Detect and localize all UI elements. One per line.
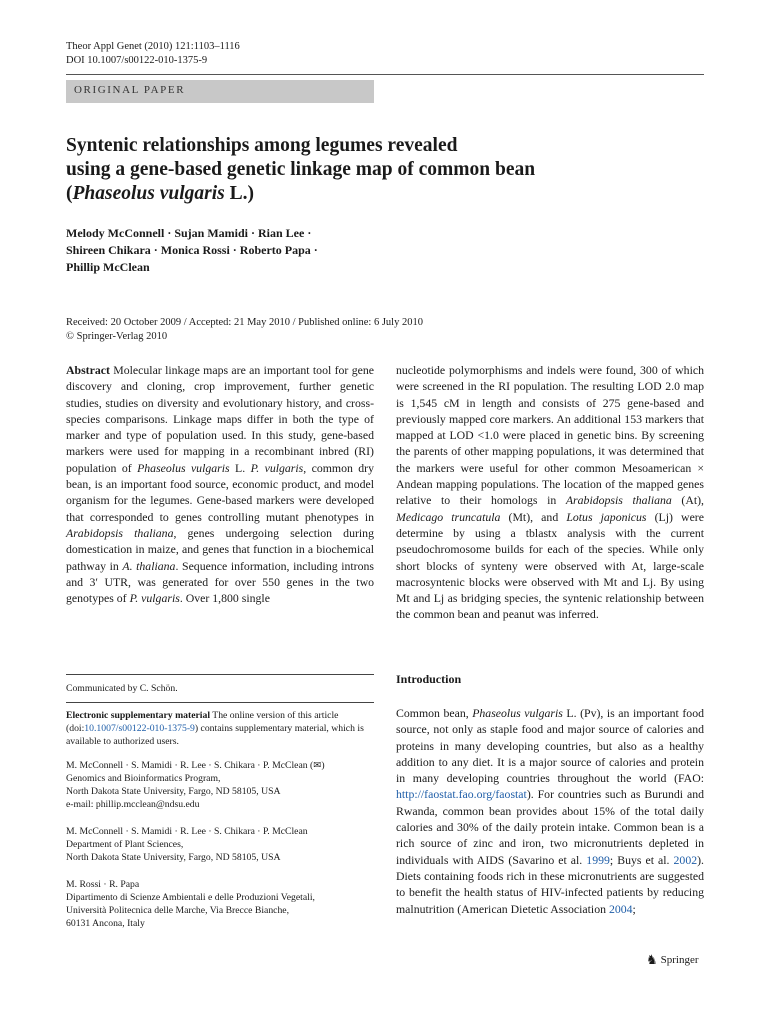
title-line-1: Syntenic relationships among legumes revealed [66, 135, 458, 156]
publisher-name: Springer [660, 954, 699, 966]
contact-email[interactable]: e-mail: phillip.mcclean@ndsu.edu [66, 799, 200, 810]
footnote-rule [66, 674, 374, 675]
received-dates: Received: 20 October 2009 / Accepted: 21 May 2010 / Published online: 6 July 2010 [66, 317, 423, 328]
publisher-logo [646, 952, 699, 968]
title-line-2: using a gene-based genetic linkage map of common bean [66, 159, 536, 180]
citation-link-ada[interactable]: 2004 [608, 901, 633, 916]
authors-line-3: Phillip McClean [66, 260, 150, 274]
citation-link-buys[interactable]: 2002 [673, 852, 698, 867]
paper-title [66, 134, 686, 206]
footnote-rule-2 [66, 702, 374, 703]
authors-line-2: Shireen Chikara · Monica Rossi · Roberto Papa · [66, 243, 318, 257]
esm-heading: Electronic supplementary material [66, 710, 211, 721]
affiliation-3: M. Rossi · R. Papa Dipartimento di Scienze Ambientali e delle Produzioni Vegetali, Università Politecnica delle Marche, Via Brecce Bianche, 60131 Ancona, Italy [66, 879, 315, 929]
article-type-badge: ORIGINAL PAPER [66, 80, 374, 103]
journal-citation: Theor Appl Genet (2010) 121:1103–1116 [66, 41, 240, 52]
introduction-heading: Introduction [396, 672, 462, 686]
authors-line-1: Melody McConnell · Sujan Mamidi · Rian Lee · [66, 226, 312, 240]
abstract-right-column: nucleotide polymorphisms and indels were found, 300 of which were screened in the RI population. The resulting LOD 2.0 map is 1,545 cM in length and consists of 275 gene-based and previously mapped core markers. An additional 153 markers that mapped at LOD <1.0 were placed in genetic bins. By screening the parents of other mapping populations, it was determined that the markers were useful for other common Mesoamerican × Andean mapping populations. The location of the mapped genes relative to their homologs in Arabidopsis thaliana (At), Medicago truncatula (Mt), and Lotus japonicus (Lj) were determine by using a tblastx analysis with the current pseudochromosome builds for each of the species. While only short blocks of synteny were observed with At, large-scale macrosyntenic blocks were observed with Mt and Lj. By using Mt and Lj as bridging species, the syntenic relationship between the common bean and peanut was inferred. [396, 363, 704, 622]
affiliation-1: M. McConnell · S. Mamidi · R. Lee · S. Chikara · P. McClean (✉) Genomics and Bioinformatics Program, North Dakota State University, Fargo, ND 58105, USA e-mail: phillip.mcclean@ndsu.edu [66, 759, 374, 811]
esm-note: Electronic supplementary material The online version of this article (doi:10.1007/s00122-010-1375-9) contains supplementary material, which is available to authorized users. [66, 710, 364, 747]
copyright: © Springer-Verlag 2010 [66, 331, 168, 342]
abstract-left-column: Abstract Molecular linkage maps are an important tool for gene discovery and cloning, crop improvement, further genetic studies, studies on diversity and evolutionary history, and cross-species comparisons. Linkage maps differ in both the type of marker and type of population used. In this study, gene-based markers were used for mapping in a recombinant inbred (RI) population of Phaseolus vulgaris L. P. vulgaris, common dry bean, is an important food source, economic product, and model organism for the legumes. Gene-based markers were developed that corresponded to genes controlling mutant phenotypes in Arabidopsis thaliana, genes undergoing selection during domestication in maize, and genes that function in a biochemical pathway in A. thaliana. Sequence information, including introns and 3′ UTR, was generated for over 550 genes in the two genotypes of P. vulgaris. Over 1,800 single [66, 363, 374, 606]
introduction-body: Common bean, Phaseolus vulgaris L. (Pv), is an important food source, not only as staple food and major source of calories and proteins in many developing countries, but also as a healthy addition to any diet. It is a major source of calories and protein in many developing countries throughout the world (FAO: http://faostat.fao.org/faostat). For countries such as Burundi and Rwanda, common bean provides about 15% of the total daily calories and 30% of the daily protein intake. Common bean is a rich source of zinc and iron, two micronutrients depleted in individuals with AIDS (Savarino et al. 1999; Buys et al. 2002). Diets containing foods rich in these micronutrients are suggested to benefit the health status of HIV-infected patients by reducing malnutrition (American Dietetic Association 2004; [396, 706, 704, 916]
springer-horse-icon: ♞ [646, 952, 658, 967]
title-line-3: (Phaseolus vulgaris L.) [66, 183, 254, 204]
publication-dates [66, 316, 423, 344]
journal-header [66, 40, 240, 68]
title-species: Phaseolus vulgaris [72, 183, 225, 204]
abstract-heading: Abstract [66, 363, 110, 377]
citation-link-savarino[interactable]: 1999 [586, 852, 610, 867]
affiliation-2: M. McConnell · S. Mamidi · R. Lee · S. Chikara · P. McClean Department of Plant Sciences, North Dakota State University, Fargo, ND 58105, USA [66, 826, 308, 863]
faostat-link[interactable]: http://faostat.fao.org/faostat [396, 787, 527, 802]
communicated-by: Communicated by C. Schön. [66, 683, 178, 694]
header-rule [66, 74, 704, 75]
author-list [66, 225, 366, 276]
esm-doi-link[interactable]: 10.1007/s00122-010-1375-9 [84, 723, 195, 734]
journal-doi: DOI 10.1007/s00122-010-1375-9 [66, 55, 208, 66]
